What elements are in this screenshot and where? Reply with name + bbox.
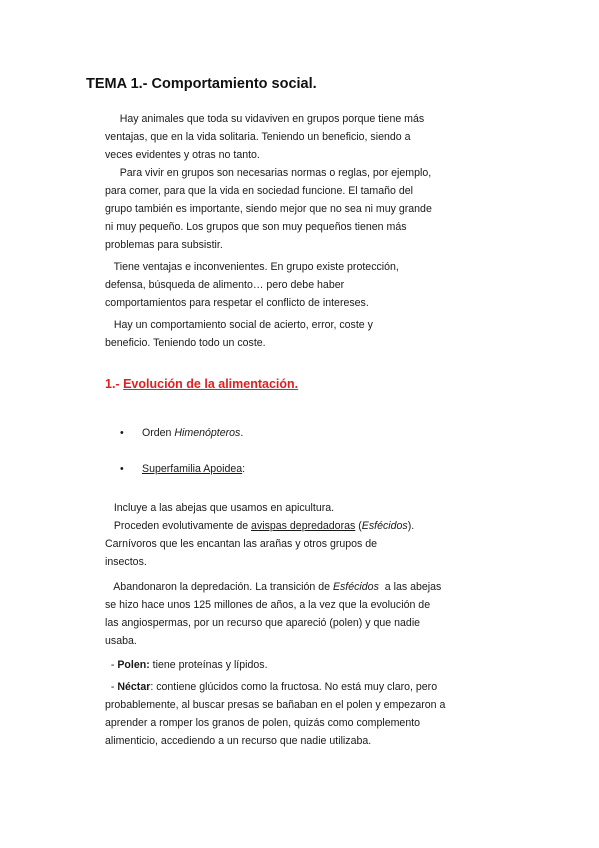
body-paragraph-1 [105, 499, 414, 571]
text-line [105, 578, 441, 596]
bullet-text: Orden [142, 427, 175, 439]
italic-term: Esfécidos [332, 581, 379, 593]
intro-paragraph-1 [105, 110, 424, 164]
text-line: comportamientos para respetar el conflicto de intereses. [105, 297, 369, 309]
text-line: ni muy pequeño. Los grupos que son muy pequeños tienen más [105, 221, 407, 233]
text-line: Hay animales que toda su vidaviven en grupos porque tiene más [105, 113, 425, 125]
text-line: para comer, para que la vida en sociedad funcione. El tamaño del [105, 185, 414, 197]
list-item [120, 463, 245, 475]
text-line: ventajas, que en la vida solitaria. Teniendo un beneficio, siendo a [105, 131, 411, 143]
list-item [120, 427, 243, 439]
text-line: probablemente, al buscar presas se bañaban en el polen y empezaron a [105, 699, 446, 711]
text-line: se hizo hace unos 125 millones de años, a la vez que la evolución de [105, 599, 431, 611]
intro-paragraph-2 [105, 164, 432, 254]
section-number: 1.- [105, 377, 120, 391]
underlined-term: avispas depredadoras [251, 520, 356, 532]
text-line [105, 678, 445, 696]
text-line: Tiene ventajas e inconvenientes. En grupo existe protección, [105, 261, 399, 273]
text-line: usaba. [105, 635, 137, 647]
text-segment: Proceden evolutivamente de [105, 520, 252, 532]
text-line: insectos. [105, 556, 147, 568]
text-segment: Abandonaron la depredación. La transición de [105, 581, 333, 593]
text-line: beneficio. Teniendo todo un coste. [105, 337, 266, 349]
text-line [105, 517, 414, 535]
body-paragraph-2 [105, 578, 441, 650]
bullet-underlined: Superfamilia Apoidea [142, 463, 243, 475]
intro-paragraph-4 [105, 316, 373, 352]
text-line: Para vivir en grupos son necesarias normas o reglas, por ejemplo, [105, 167, 432, 179]
dash: - [105, 681, 118, 693]
text-line: grupo también es importante, siendo mejor que no sea ni muy grande [105, 203, 432, 215]
bullet-italic: Himenópteros [174, 427, 241, 439]
text-line: las angiospermas, por un recurso que apareció (polen) y que nadie [105, 617, 421, 629]
section-heading [105, 377, 298, 391]
bold-term: Néctar [117, 681, 151, 693]
body-paragraph-3 [105, 656, 445, 750]
text-line: Carnívoros que les encantan las arañas y otros grupos de [105, 538, 378, 550]
bullet-icon: • [120, 427, 124, 439]
text-line: veces evidentes y otras no tanto. [105, 149, 260, 161]
bullet-suffix: . [240, 427, 244, 439]
text-segment: : contiene glúcidos como la fructosa. No está muy claro, pero [150, 681, 438, 693]
italic-term: Esfécidos [361, 520, 408, 532]
text-segment: a las abejas [378, 581, 442, 593]
text-line: aprender a romper los granos de polen, quizás como complemento [105, 717, 421, 729]
dash: - [105, 659, 118, 671]
text-segment: tiene proteínas y lípidos. [149, 659, 268, 671]
text-segment: ( [355, 520, 362, 532]
bullet-suffix: : [242, 463, 246, 475]
bold-term: Polen: [117, 659, 150, 671]
text-line: problemas para subsistir. [105, 239, 223, 251]
text-line [105, 656, 445, 674]
text-line: Incluye a las abejas que usamos en apicultura. [105, 502, 335, 514]
text-line: Hay un comportamiento social de acierto, error, coste y [105, 319, 373, 331]
page-title: TEMA 1.- Comportamiento social. [86, 76, 317, 92]
bullet-icon: • [120, 463, 124, 475]
intro-paragraph-3 [105, 258, 399, 312]
text-line: defensa, búsqueda de alimento… pero debe haber [105, 279, 345, 291]
text-segment: ). [407, 520, 415, 532]
text-line: alimenticio, accediendo a un recurso que nadie utilizaba. [105, 735, 372, 747]
section-title: Evolución de la alimentación. [123, 377, 299, 391]
